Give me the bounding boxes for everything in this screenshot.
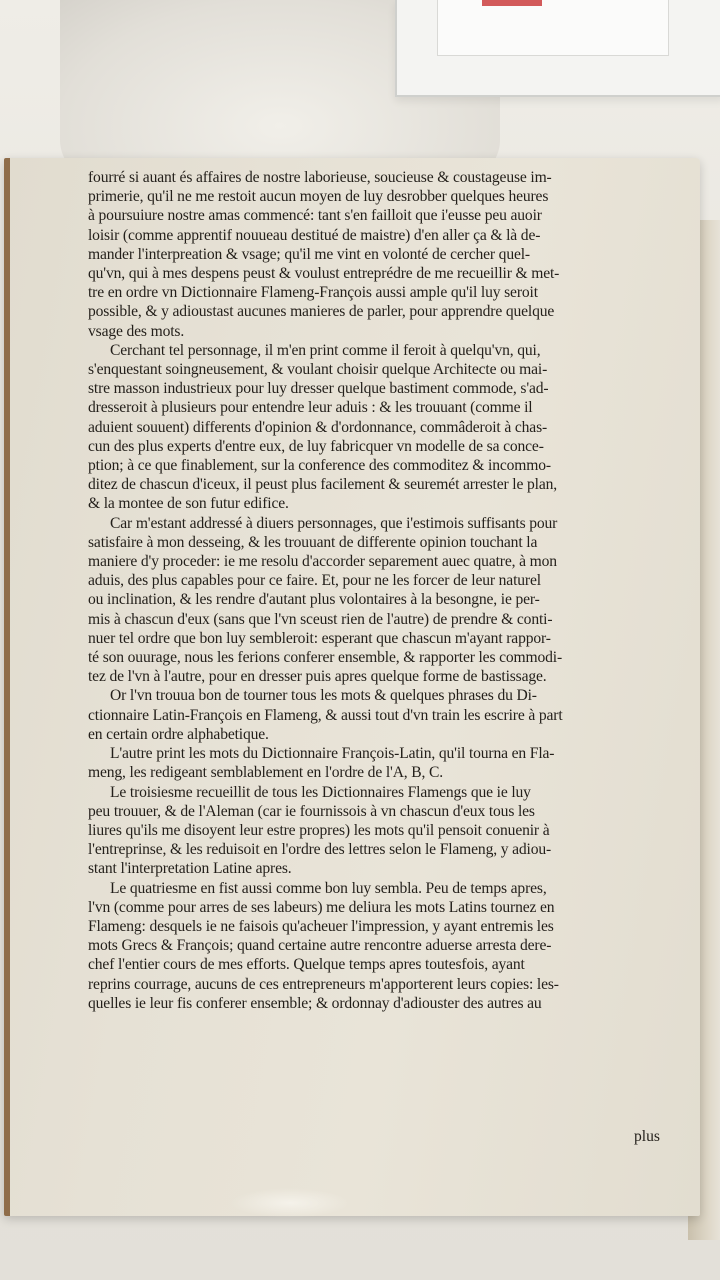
page-text bbox=[88, 168, 668, 1013]
text-line: qu'vn, qui à mes despens peust & voulust entreprédre de me recueillir & met- bbox=[88, 265, 560, 283]
text-line: fourré si auant és affaires de nostre laborieuse, soucieuse & coustageuse im- bbox=[88, 169, 552, 186]
background-box-inner bbox=[437, 0, 669, 56]
text-line: quelles ie leur fis conferer ensemble; & ordonnay d'adiouster des autres au bbox=[88, 994, 542, 1012]
text-line: aduient souuent) differents d'opinion & d'ordonnance, commâderoit à chas- bbox=[88, 418, 548, 436]
text-line: meng, les redigeant semblablement en l'ordre de l'A, B, C. bbox=[88, 764, 444, 782]
text-line: l'entreprinse, & les reduisoit en l'ordre des lettres selon le Flameng, y adiou- bbox=[88, 841, 552, 859]
text-line: & la montee de son futur edifice. bbox=[88, 495, 289, 513]
paper-stain bbox=[230, 1188, 350, 1218]
text-line: maniere d'y proceder: ie me resolu d'accorder separement auec quatre, à mon bbox=[88, 553, 557, 571]
text-line: vsage des mots. bbox=[88, 322, 185, 340]
text-line: Le quatriesme en fist aussi comme bon luy sembla. Peu de temps apres, bbox=[110, 879, 547, 897]
catchword: plus bbox=[634, 1128, 660, 1145]
text-line: ctionnaire Latin-François en Flameng, & aussi tout d'vn train les escrire à part bbox=[88, 706, 563, 724]
text-line: à poursuiure nostre amas commencé: tant s'en failloit que i'eusse peu auoir bbox=[88, 207, 542, 225]
text-line: cun des plus experts d'entre eux, de luy fabricquer vn modelle de sa conce- bbox=[88, 437, 544, 455]
text-line: en certain ordre alphabetique. bbox=[88, 725, 269, 743]
text-line: té son ouurage, nous les ferions conferer ensemble, & rapporter les commodi- bbox=[88, 649, 563, 667]
text-line: satisfaire à mon desseing, & les trouuant de differente opinion touchant la bbox=[88, 533, 538, 551]
text-line: Or l'vn trouua bon de tourner tous les mots & quelques phrases du Di- bbox=[110, 687, 537, 705]
text-line: loisir (comme apprentif nouueau destitué de maistre) d'en aller ça & là de- bbox=[88, 226, 541, 244]
text-line: tre en ordre vn Dictionnaire Flameng-François aussi ample qu'il luy seroit bbox=[88, 284, 538, 302]
text-line: s'enquestant soingneusement, & voulant choisir quelque Architecte ou mai- bbox=[88, 361, 548, 379]
text-line: tez de l'vn à l'autre, pour en dresser puis apres quelque forme de bastissage. bbox=[88, 668, 547, 686]
text-line: stant l'interpretation Latine apres. bbox=[88, 860, 292, 878]
text-line: nuer tel ordre que bon luy sembleroit: esperant que chascun m'ayant rappor- bbox=[88, 629, 551, 647]
text-line: Cerchant tel personnage, il m'en print comme il feroit à quelqu'vn, qui, bbox=[110, 341, 541, 359]
text-line: l'vn (comme pour arres de ses labeurs) me deliura les mots Latins tournez en bbox=[88, 898, 555, 916]
background-box bbox=[395, 0, 720, 97]
text-line: stre masson industrieux pour luy dresser quelque bastiment commode, s'ad- bbox=[88, 380, 549, 398]
text-line: Flameng: desquels ie ne faisois qu'acheuer l'impression, y ayant entremis les bbox=[88, 917, 554, 935]
text-line: primerie, qu'il ne me restoit aucun moyen de luy desrobber quelques heures bbox=[88, 188, 549, 206]
text-line: mis à chascun d'eux (sans que l'vn sceust rien de l'autre) de prendre & conti- bbox=[88, 610, 553, 628]
text-line: Le troisiesme recueillit de tous les Dictionnaires Flamengs que ie luy bbox=[110, 783, 531, 801]
text-line: ption; à ce que finablement, sur la conference des commoditez & incommo- bbox=[88, 457, 551, 475]
text-line: ditez de chascun d'iceux, il peust plus facilement & seuremét arrester le plan, bbox=[88, 476, 557, 494]
text-line: ou inclination, & les rendre d'autant plus volontaires à la besongne, ie per- bbox=[88, 591, 540, 609]
text-line: mots Grecs & François; quand certaine autre rencontre aduerse arresta dere- bbox=[88, 937, 552, 955]
text-line: reprins courrage, aucuns de ces entrepreneurs m'apporterent leurs copies: les- bbox=[88, 975, 559, 993]
text-line: dresseroit à plusieurs pour entendre leur aduis : & les trouuant (comme il bbox=[88, 399, 533, 417]
text-line: possible, & y adioustast aucunes manieres de parler, pour apprendre quelque bbox=[88, 303, 555, 321]
text-line: mander l'interpreation & vsage; qu'il me vint en volonté de cercher quel- bbox=[88, 245, 530, 263]
text-line: L'autre print les mots du Dictionnaire François-Latin, qu'il tourna en Fla- bbox=[110, 745, 555, 763]
book-page bbox=[4, 158, 700, 1216]
background-box-red-mark bbox=[482, 0, 542, 6]
text-line: aduis, des plus capables pour ce faire. Et, pour ne les forcer de leur naturel bbox=[88, 572, 541, 590]
text-line: chef l'entier cours de mes efforts. Quelque temps apres toutesfois, ayant bbox=[88, 956, 525, 974]
text-line: Car m'estant addressé à diuers personnages, que i'estimois suffisants pour bbox=[110, 514, 558, 532]
text-line: peu trouuer, & de l'Aleman (car ie fournissois à vn chascun d'eux tous les bbox=[88, 802, 535, 820]
text-line: liures qu'ils me disoyent leur estre propres) les mots qu'il pensoit conuenir à bbox=[88, 821, 550, 839]
